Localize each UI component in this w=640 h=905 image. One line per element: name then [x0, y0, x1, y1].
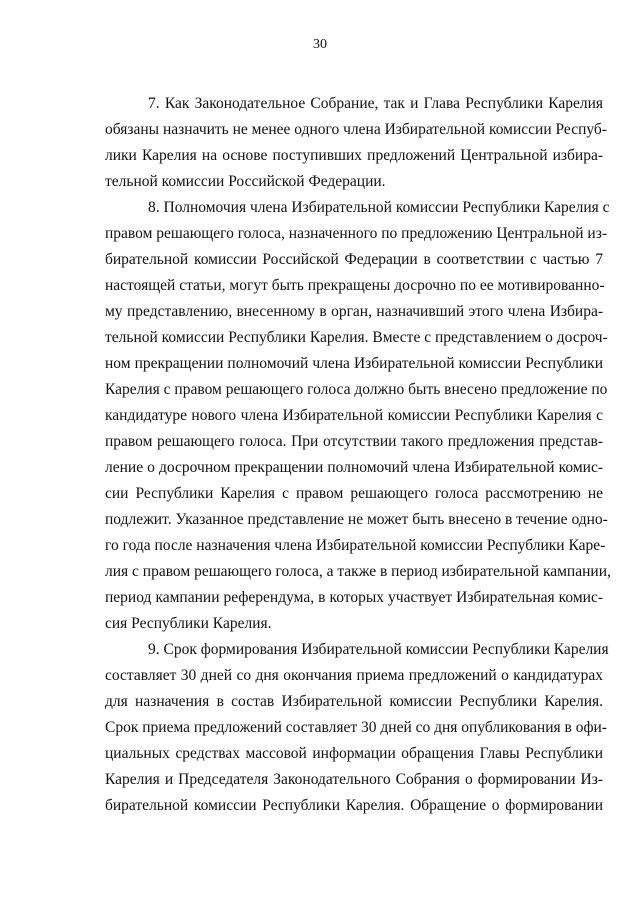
paragraph-7 [105, 91, 607, 195]
paragraph-line: подлежит. Указанное представление не может быть внесено в течение одно- [105, 511, 608, 528]
paragraph-9 [105, 637, 609, 819]
paragraph-line: ление о досрочном прекращении полномочий члена Избирательной комис- [105, 459, 603, 476]
paragraph-line: циальных средствах массовой информации обращения Главы Республики [105, 745, 603, 762]
paragraph-line: настоящей статьи, могут быть прекращены досрочно по ее мотивированно- [105, 277, 605, 294]
page-number: 30 [313, 37, 327, 52]
paragraph-line: тельной комиссии Республики Карелия. Вместе с представлением о досроч- [105, 329, 608, 346]
paragraph-line: лики Карелия на основе поступивших предложений Центральной избира- [105, 147, 603, 164]
paragraph-line: бирательной комиссии Российской Федерации в соответствии с частью 7 [105, 251, 603, 268]
paragraph-line: Карелия с правом решающего голоса должно быть внесено предложение по [105, 381, 608, 398]
paragraph-line: кандидатуре нового члена Избирательной комиссии Республики Карелия с [105, 407, 603, 424]
paragraph-line: лия с правом решающего голоса, а также в период избирательной кампании, [105, 563, 611, 580]
paragraph-line: 8. Полномочия члена Избирательной комиссии Республики Карелия с [148, 199, 610, 216]
paragraph-line: обязаны назначить не менее одного члена Избирательной комиссии Респуб- [105, 121, 607, 138]
paragraph-line: бирательной комиссии Республики Карелия. Обращение о формировании [105, 797, 603, 814]
paragraph-8 [105, 195, 611, 637]
paragraph-line: 7. Как Законодательное Собрание, так и Глава Республики Карелия [148, 95, 603, 112]
paragraph-line: для назначения в состав Избирательной комиссии Республики Карелия. [105, 693, 603, 710]
paragraph-line: 9. Срок формирования Избирательной комиссии Республики Карелия [148, 641, 609, 658]
paragraph-line: составляет 30 дней со дня окончания приема предложений о кандидатурах [105, 667, 603, 684]
paragraph-line: го года после назначения члена Избирательной комиссии Республики Каре- [105, 537, 606, 554]
paragraph-line: правом решающего голоса. При отсутствии такого предложения представ- [105, 433, 603, 450]
document-body [105, 91, 611, 819]
paragraph-line: сия Республики Карелия. [105, 615, 272, 632]
paragraph-line: правом решающего голоса, назначенного по предложению Центральной из- [105, 225, 608, 242]
paragraph-line: Срок приема предложений составляет 30 дней со дня опубликования в офи- [105, 719, 607, 736]
paragraph-line: период кампании референдума, в которых участвует Избирательная комис- [105, 589, 603, 606]
paragraph-line: Карелия и Председателя Законодательного Собрания о формировании Из- [105, 771, 603, 788]
paragraph-line: му представлению, внесенному в орган, назначивший этого члена Избира- [105, 303, 603, 320]
paragraph-line: сии Республики Карелия с правом решающего голоса рассмотрению не [105, 485, 603, 502]
paragraph-line: ном прекращении полномочий члена Избирательной комиссии Республики [105, 355, 603, 372]
paragraph-line: тельной комиссии Российской Федерации. [105, 173, 386, 190]
